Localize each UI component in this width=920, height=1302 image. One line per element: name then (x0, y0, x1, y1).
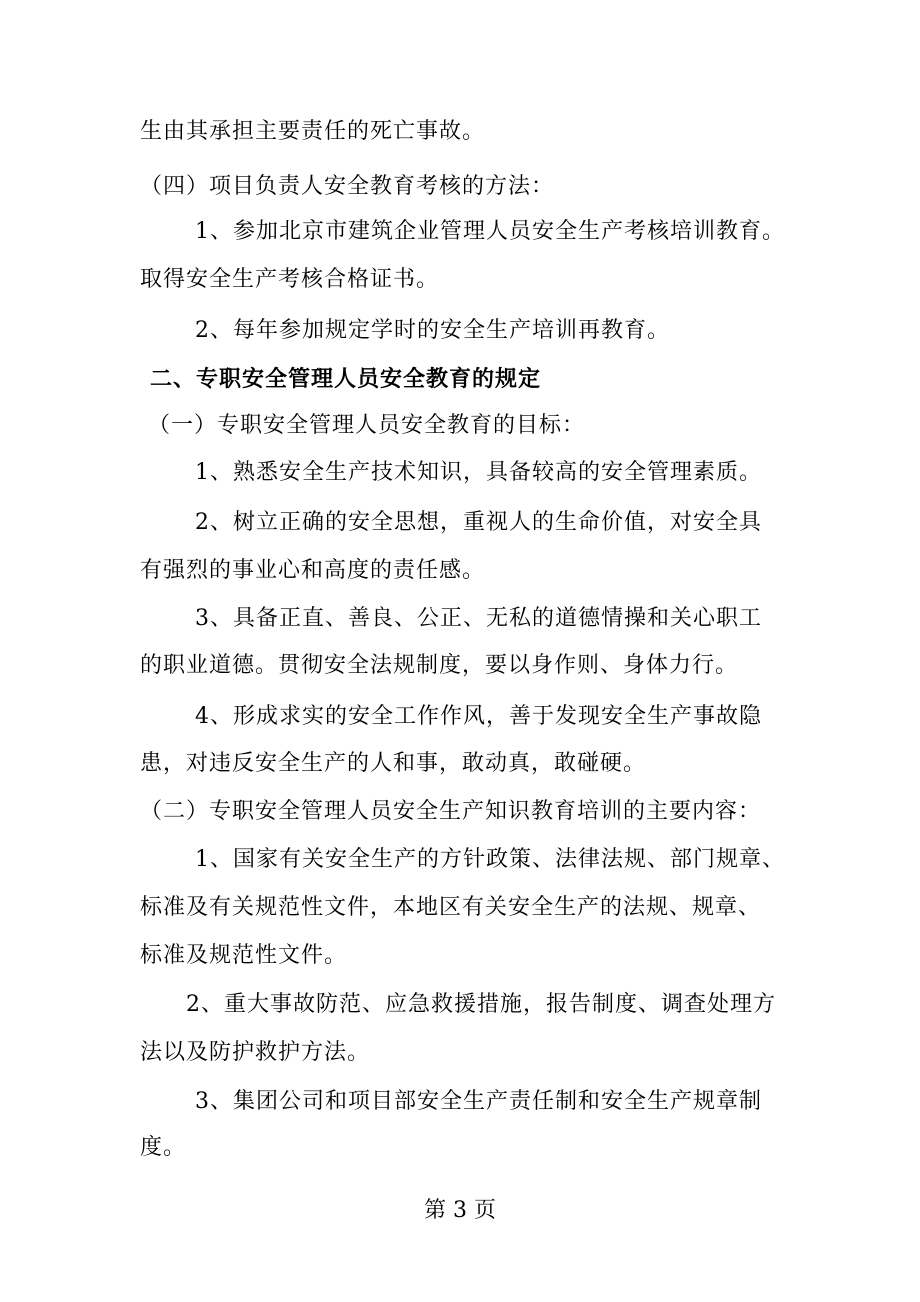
section-subheading: （二）专职安全管理人员安全生产知识教育培训的主要内容： (140, 799, 762, 824)
section-heading: 二、专职安全管理人员安全教育的规定 (150, 366, 542, 392)
list-item: 1、熟悉安全生产技术知识，具备较高的安全管理素质。 (195, 460, 762, 485)
paragraph-line: 标准及规范性文件。 (140, 943, 348, 968)
paragraph-line: 的职业道德。贯彻安全法规制度，要以身作则、身体力行。 (140, 653, 739, 678)
list-item: 2、每年参加规定学时的安全生产培训再教育。 (195, 318, 670, 343)
list-item: 3、集团公司和项目部安全生产责任制和安全生产规章制 (195, 1089, 762, 1114)
section-subheading: （一）专职安全管理人员安全教育的目标： (148, 413, 586, 438)
list-item: 4、形成求实的安全工作作风，善于发现安全生产事故隐 (195, 704, 762, 729)
list-item: 2、树立正确的安全思想，重视人的生命价值，对安全具 (195, 510, 762, 535)
paragraph-line: 度。 (140, 1135, 187, 1160)
paragraph-line: 标准及有关规范性文件，本地区有关安全生产的法规、规章、 (140, 895, 762, 920)
list-item: 3、具备正直、善良、公正、无私的道德情操和关心职工 (195, 606, 762, 631)
page-number: 第 3 页 (424, 1198, 496, 1223)
paragraph-line: 法以及防护救护方法。 (140, 1040, 371, 1065)
section-subheading: （四）项目负责人安全教育考核的方法： (140, 174, 555, 199)
paragraph-line: 生由其承担主要责任的死亡事故。 (140, 119, 486, 144)
list-item: 1、参加北京市建筑企业管理人员安全生产考核培训教育。 (195, 219, 785, 244)
paragraph-line: 取得安全生产考核合格证书。 (140, 267, 440, 292)
paragraph-line: 有强烈的事业心和高度的责任感。 (140, 558, 486, 583)
list-item: 1、国家有关安全生产的方针政策、法律法规、部门规章、 (195, 847, 785, 872)
list-item: 2、重大事故防范、应急救援措施，报告制度、调查处理方 (186, 992, 776, 1017)
paragraph-line: 患，对违反安全生产的人和事，敢动真，敢碰硬。 (140, 751, 647, 776)
